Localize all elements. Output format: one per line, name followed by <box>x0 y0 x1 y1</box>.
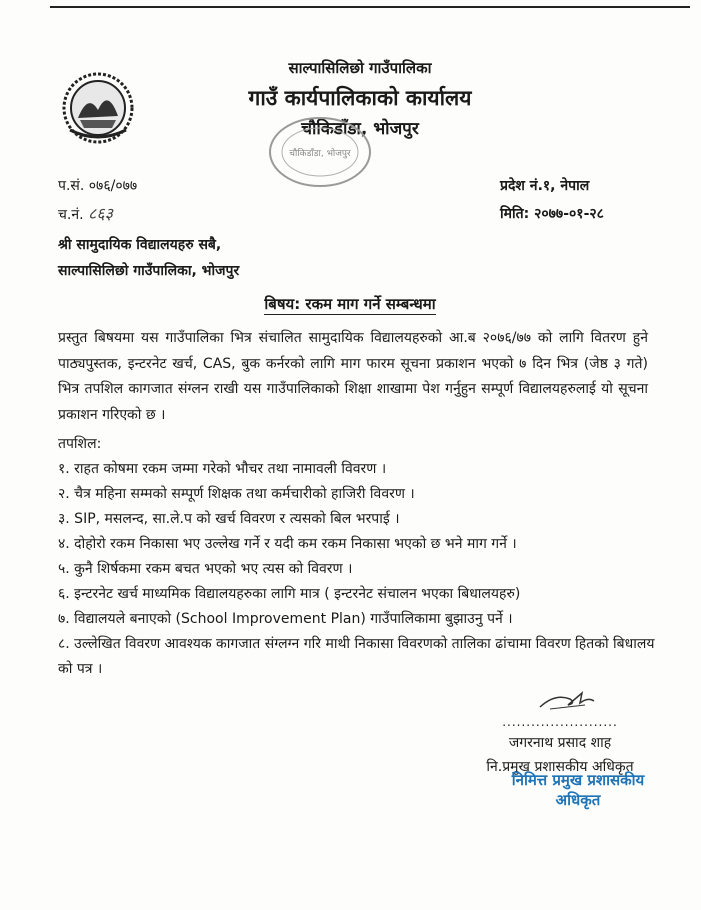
officer-stamp: निमित्त प्रमुख प्रशासकीय अधिकृत <box>511 771 645 809</box>
municipality-name: साल्पासिलिछो गाउँपालिका <box>288 59 432 77</box>
handwritten-signature <box>510 685 610 713</box>
province-date-block <box>500 172 680 228</box>
list-item: ७. विद्यालयले बनाएको (School Improvement Plan) गाउँपालिकामा बुझाउनु पर्ने । <box>58 611 513 627</box>
scan-top-edge <box>50 6 690 8</box>
dispatch-label: च.नं. <box>58 207 89 223</box>
reference-block <box>58 172 318 228</box>
office-address: चौकिडाँडा, भोजपुर <box>301 119 419 139</box>
signature-block <box>470 685 650 779</box>
date-line: मिति: २०७७-०१-२८ <box>500 206 604 222</box>
office-name: गाउँ कार्यपालिकाको कार्यालय <box>248 86 472 110</box>
reference-number: प.सं. ०७६/०७७ <box>58 178 138 194</box>
details-heading: तपशिल: <box>58 436 102 452</box>
dispatch-number: ८६३ <box>88 204 113 223</box>
province-line: प्रदेश नं.१, नेपाल <box>500 178 590 194</box>
list-item: १. राहत कोषमा रकम जम्मा गरेको भौचर तथा नामावली विवरण । <box>58 461 387 477</box>
body-paragraph: प्रस्तुत बिषयमा यस गाउँपालिका भित्र संचालित सामुदायिक विद्यालयहरुको आ.ब २०७६/७७ को लागि वितरण हुने पाठ्यपुस्तक, इन्टरनेट खर्च, CAS, बुक कर्नरको लागि माग फारम सूचना प्रकाशन भएको ७ दिन भित्र (जेष्ठ ३ गते) भित्र तपशिल कागजात संग्लन राखी यस गाउँपालिकाको शिक्षा शाखामा पेश गर्नुहुन सम्पूर्ण विद्यालयहरुलाई यो सूचना प्रकाशन गरिएको छ । <box>58 330 648 423</box>
dispatch-number-row <box>58 200 318 228</box>
subject-text: बिषय: रकम माग गर्ने सम्बन्धमा <box>264 295 436 313</box>
list-item: ४. दोहोरो रकम निकासा भए उल्लेख गर्ने र यदी कम रकम निकासा भएको छ भने माग गर्ने । <box>58 536 517 552</box>
recipient-line-1: श्री सामुदायिक विद्यालयहरु सबै, <box>58 237 222 253</box>
signatory-designation: नि.प्रमुख प्रशासकीय अधिकृत <box>486 759 634 775</box>
signature-dots: ........................ <box>502 715 618 729</box>
nepal-emblem-icon <box>58 68 138 148</box>
details-list <box>58 457 658 682</box>
signatory-name: जगरनाथ प्रसाद शाह <box>508 735 612 751</box>
list-item: ५. कुनै शिर्षकमा रकम बचत भएको भए त्यस को विवरण । <box>58 561 353 577</box>
list-item: २. चैत्र महिना सम्मको सम्पूर्ण शिक्षक तथा कर्मचारीको हाजिरी विवरण । <box>58 486 415 502</box>
seal-text: चौकिडाँडा, भोजपुर <box>289 149 351 159</box>
list-item: ६. इन्टरनेट खर्च माध्यमिक विद्यालयहरुका लागि मात्र ( इन्टरनेट संचालन भएका बिधालयहरु) <box>58 586 521 602</box>
list-item: ८. उल्लेखित विवरण आवश्यक कागजात संग्लग्न गरि माथी निकासा विवरणको तालिका ढांचामा विवरण हितको बिधालय को पत्र । <box>58 636 655 677</box>
subject-line <box>200 294 500 314</box>
list-item: ३. SIP, मसलन्द, सा.ले.प को खर्च विवरण र त्यसको बिल भरपाई । <box>58 511 400 527</box>
recipient-block <box>58 232 658 284</box>
recipient-line-2: साल्पासिलिछो गाउँपालिका, भोजपुर <box>58 263 240 279</box>
